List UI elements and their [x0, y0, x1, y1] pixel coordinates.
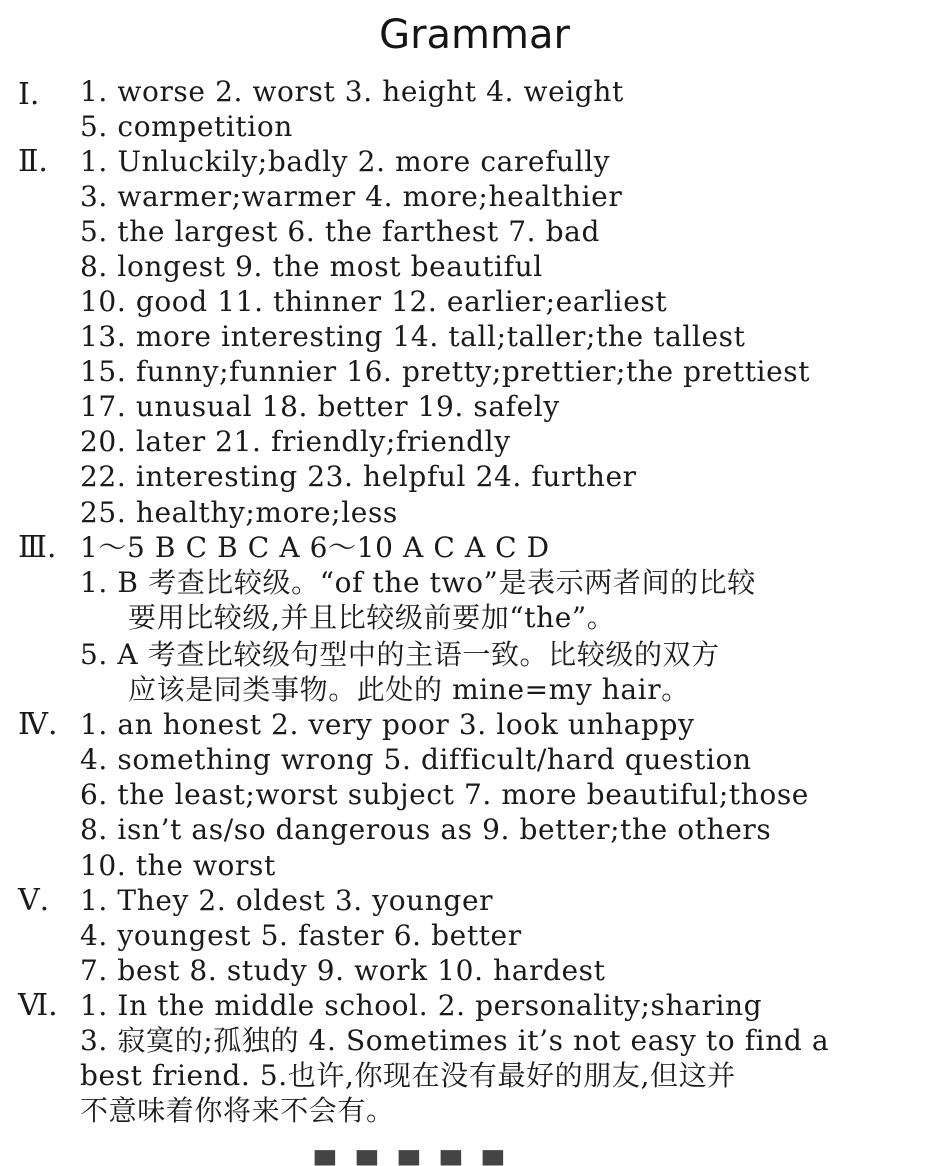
section-1-line-1: 1. worse 2. worst 3. height 4. weight	[80, 75, 624, 108]
page-title: Grammar	[379, 12, 570, 58]
section-4-line-1: 1. an honest 2. very poor 3. look unhappy	[80, 708, 695, 741]
cropped-next-heading: ▄ ▄ ▄ ▄ ▄	[315, 1136, 503, 1166]
section-3-line-1: 1～5 B C B C A 6～10 A C A C D	[80, 531, 550, 564]
section-3-line-4: 5. A 考查比较级句型中的主语一致。比较级的双方	[80, 638, 720, 671]
section-2-line-7: 15. funny;funnier 16. pretty;prettier;the prettiest	[80, 355, 811, 388]
section-2-line-9: 20. later 21. friendly;friendly	[80, 425, 511, 458]
section-5-line-2: 4. youngest 5. faster 6. better	[80, 919, 522, 952]
section-2-line-3: 5. the largest 6. the farthest 7. bad	[80, 215, 600, 248]
section-6-line-3: best friend. 5.也许,你现在没有最好的朋友,但这并	[80, 1059, 736, 1092]
section-2-line-4: 8. longest 9. the most beautiful	[80, 250, 543, 283]
section-5-line-3: 7. best 8. study 9. work 10. hardest	[80, 954, 606, 987]
section-numeral-4: Ⅳ.	[18, 707, 58, 742]
section-3-line-5: 应该是同类事物。此处的 mine=my hair。	[128, 673, 690, 706]
section-6-line-1: 1. In the middle school. 2. personality;sharing	[80, 989, 763, 1022]
section-4-line-3: 6. the least;worst subject 7. more beautiful;those	[80, 778, 809, 811]
section-6-line-2: 3. 寂寞的;孤独的 4. Sometimes it’s not easy to find a	[80, 1024, 830, 1057]
section-numeral-5: Ⅴ.	[18, 883, 50, 918]
section-2-line-8: 17. unusual 18. better 19. safely	[80, 390, 560, 423]
section-3-line-2: 1. B 考查比较级。“of the two”是表示两者间的比较	[80, 566, 756, 599]
section-numeral-3: Ⅲ.	[18, 530, 57, 565]
section-5-line-1: 1. They 2. oldest 3. younger	[80, 884, 494, 917]
section-2-line-11: 25. healthy;more;less	[80, 496, 398, 529]
section-2-line-10: 22. interesting 23. helpful 24. further	[80, 460, 637, 493]
section-numeral-6: Ⅵ.	[18, 988, 58, 1023]
section-2-line-6: 13. more interesting 14. tall;taller;the tallest	[80, 320, 746, 353]
section-4-line-4: 8. isn’t as/so dangerous as 9. better;the others	[80, 813, 772, 846]
section-numeral-1: Ⅰ.	[18, 77, 40, 112]
section-4-line-5: 10. the worst	[80, 849, 276, 882]
section-4-line-2: 4. something wrong 5. difficult/hard question	[80, 743, 752, 776]
section-2-line-1: 1. Unluckily;badly 2. more carefully	[80, 145, 611, 178]
section-numeral-2: Ⅱ.	[18, 144, 48, 179]
section-2-line-5: 10. good 11. thinner 12. earlier;earliest	[80, 285, 668, 318]
section-2-line-2: 3. warmer;warmer 4. more;healthier	[80, 180, 623, 213]
section-1-line-2: 5. competition	[80, 110, 293, 143]
section-3-line-3: 要用比较级,并且比较级前要加“the”。	[128, 601, 616, 634]
section-6-line-4: 不意味着你将来不会有。	[80, 1094, 395, 1127]
